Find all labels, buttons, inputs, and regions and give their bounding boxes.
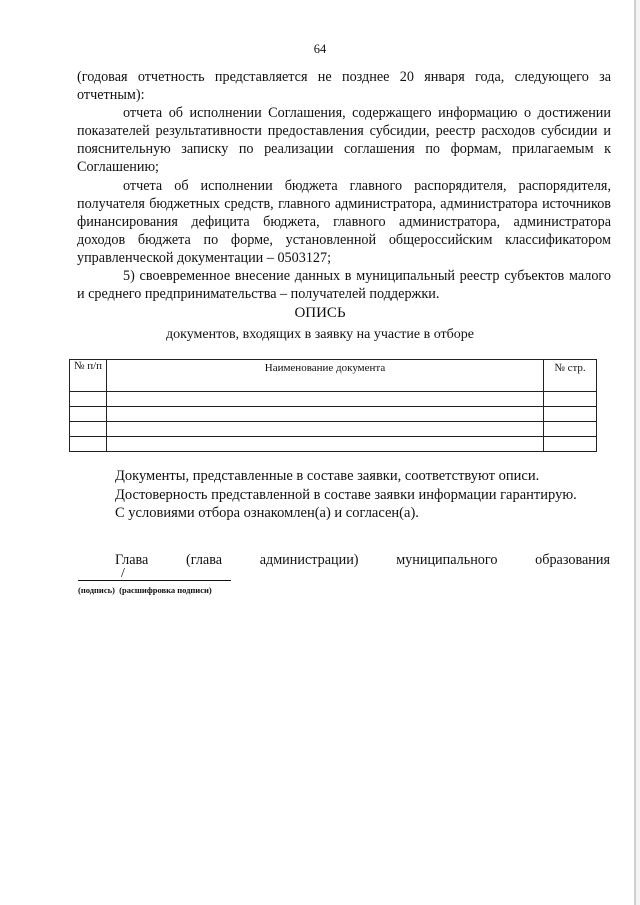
cell-number[interactable] — [70, 437, 107, 452]
signature-field-line[interactable] — [78, 580, 231, 581]
signature-word: Глава — [115, 552, 149, 568]
signature-word: муниципального — [396, 552, 498, 568]
signature-caption: (подпись) (расшифровка подписи) — [78, 585, 212, 595]
cell-number[interactable] — [70, 407, 107, 422]
signature-word: администрации) — [259, 552, 359, 568]
page-number: 64 — [313, 42, 327, 56]
signature-word: образования — [535, 552, 610, 568]
inventory-title: ОПИСЬ — [294, 305, 346, 321]
header-number: № п/п — [70, 360, 107, 392]
cell-page[interactable] — [544, 392, 597, 407]
cell-name[interactable] — [107, 392, 544, 407]
signature-word: (глава — [186, 552, 223, 568]
cell-page[interactable] — [544, 437, 597, 452]
table-row — [70, 437, 597, 452]
header-name: Наименование документа — [107, 360, 544, 392]
paragraph: отчета об исполнении бюджета главного распорядителя, распорядителя, получателя бюджетных средств, главного администратора, администратора источников финансирования дефицита бюджета, главного администратора, администратора доходов бюджета по форме, установленной общероссийским классификатором управленческой документации – 0503127; — [77, 177, 611, 266]
table-row — [70, 422, 597, 437]
declaration-line: Документы, представленные в составе заявки, соответствуют описи. — [115, 468, 540, 484]
declaration-line: С условиями отбора ознакомлен(а) и согласен(а). — [115, 505, 419, 521]
documents-table — [69, 359, 597, 452]
cell-page[interactable] — [544, 422, 597, 437]
declarations — [115, 467, 577, 523]
signature-title — [115, 552, 610, 569]
table-row — [70, 407, 597, 422]
inventory-subtitle: документов, входящих в заявку на участие в отборе — [165, 327, 475, 342]
declaration-line: Достоверность представленной в составе заявки информации гарантирую. — [115, 486, 577, 503]
body-text — [77, 68, 611, 303]
cell-name[interactable] — [107, 437, 544, 452]
table-header-row — [70, 360, 597, 392]
header-page: № стр. — [544, 360, 597, 392]
signature-slash: / — [121, 566, 125, 581]
cell-number[interactable] — [70, 392, 107, 407]
cell-name[interactable] — [107, 407, 544, 422]
paragraph: отчета об исполнении Соглашения, содержащего информацию о достижении показателей результативности предоставления субсидии, реестр расходов субсидии и пояснительную записку по реализации соглашения по формам, прилагаемым к Соглашению; — [77, 105, 611, 176]
cell-page[interactable] — [544, 407, 597, 422]
cell-number[interactable] — [70, 422, 107, 437]
paragraph: 5) своевременное внесение данных в муниципальный реестр субъектов малого и среднего предпринимательства – получателей поддержки. — [77, 268, 611, 303]
paragraph: (годовая отчетность представляется не позднее 20 января года, следующего за отчетным): — [77, 69, 611, 104]
cell-name[interactable] — [107, 422, 544, 437]
table-row — [70, 392, 597, 407]
